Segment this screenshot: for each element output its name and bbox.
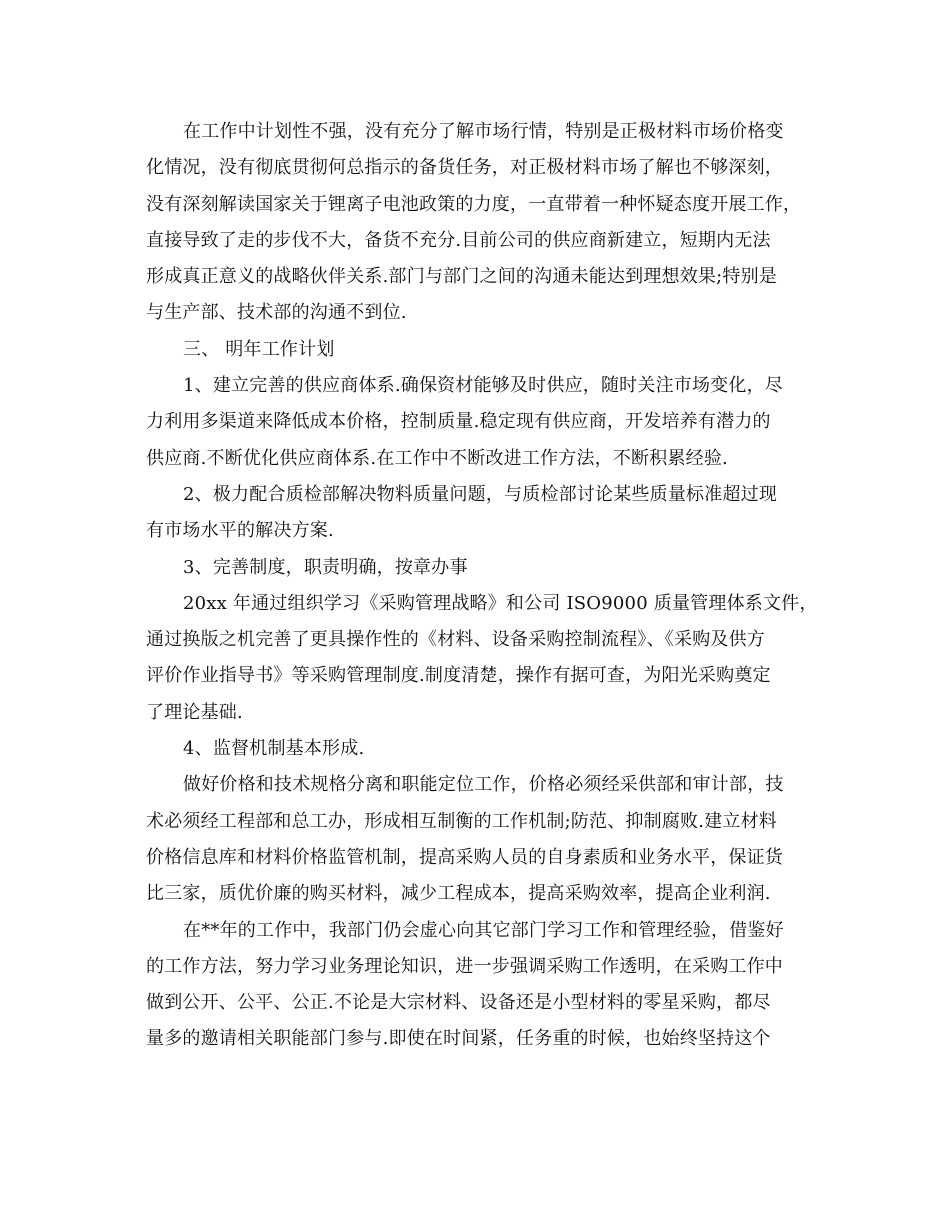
text-line: 直接导致了走的步伐不大，备货不充分.目前公司的供应商新建立，短期内无法 — [146, 229, 771, 251]
text-line: 供应商.不断优化供应商体系.在工作中不断改进工作方法，不断积累经验. — [146, 447, 728, 469]
paragraph-plan-item-1 — [146, 368, 806, 477]
text-line: 通过换版之机完善了更具操作性的《材料、设备采购控制流程》、《采购及供方 — [146, 629, 765, 651]
paragraph-plan-item-3-body — [146, 586, 818, 731]
text-line: 量多的邀请相关职能部门参与.即使在时间紧，任务重的时候，也始终坚持这个 — [146, 1028, 771, 1050]
text-line: 没有深刻解读国家关于锂离子电池政策的力度，一直带着一种怀疑态度开展工作， — [146, 193, 802, 215]
paragraph-plan-item-4-body — [146, 767, 806, 912]
paragraph-plan-item-2 — [146, 477, 806, 550]
text-line: 2、极力配合质检部解决物料质量问题，与质检部讨论某些质量标准超过现 — [183, 483, 778, 505]
text-line: 比三家，质优价廉的购买材料，减少工程成本，提高采购效率，提高企业利润. — [146, 883, 771, 905]
text-line: 做好价格和技术规格分离和职能定位工作，价格必须经采供部和审计部，技 — [183, 774, 784, 796]
text-line: 了理论基础. — [146, 701, 243, 723]
text-line: 力利用多渠道来降低成本价格，控制质量.稳定现有供应商，开发培养有潜力的 — [146, 411, 771, 433]
text-line: 与生产部、技术部的沟通不到位. — [146, 302, 407, 324]
text-line: 有市场水平的解决方案. — [146, 520, 334, 542]
text-line: 价格信息库和材料价格监管机制，提高采购人员的自身素质和业务水平，保证货 — [146, 846, 783, 868]
section-heading-next-year-plan — [146, 332, 806, 368]
paragraph-plan-item-4 — [146, 731, 806, 767]
text-line: 形成真正意义的战略伙伴关系.部门与部门之间的沟通未能达到理想效果;特别是 — [146, 266, 777, 288]
text-line: 术必须经工程部和总工办，形成相互制衡的工作机制;防范、抑制腐败.建立材料 — [146, 810, 777, 832]
text-line: 在工作中计划性不强，没有充分了解市场行情，特别是正极材料市场价格变 — [183, 121, 784, 142]
paragraph-work-shortcomings — [146, 114, 806, 332]
text-line: 在**年的工作中，我部门仍会虚心向其它部门学习工作和管理经验，借鉴好 — [183, 919, 784, 941]
heading-text: 三、 明年工作计划 — [183, 338, 335, 360]
text-line: 1、建立完善的供应商体系.确保资材能够及时供应，随时关注市场变化，尽 — [183, 375, 783, 397]
paragraph-plan-item-3 — [146, 550, 806, 586]
paragraph-closing — [146, 913, 806, 1058]
text-line: 4、监督机制基本形成. — [183, 738, 365, 760]
text-line: 化情况，没有彻底贯彻何总指示的备货任务，对正极材料市场了解也不够深刻， — [146, 157, 783, 179]
text-line: 20xx 年通过组织学习《采购管理战略》和公司 ISO9000 质量管理体系文件， — [183, 592, 818, 614]
document-body — [146, 114, 818, 1058]
text-line: 做到公开、公平、公正.不论是大宗材料、设备还是小型材料的零星采购，都尽 — [146, 992, 771, 1014]
text-line: 的工作方法，努力学习业务理论知识，进一步强调采购工作透明，在采购工作中 — [146, 955, 783, 977]
text-line: 评价作业指导书》等采购管理制度.制度清楚，操作有据可查，为阳光采购奠定 — [146, 665, 771, 687]
text-line: 3、完善制度，职责明确，按章办事 — [183, 556, 468, 578]
